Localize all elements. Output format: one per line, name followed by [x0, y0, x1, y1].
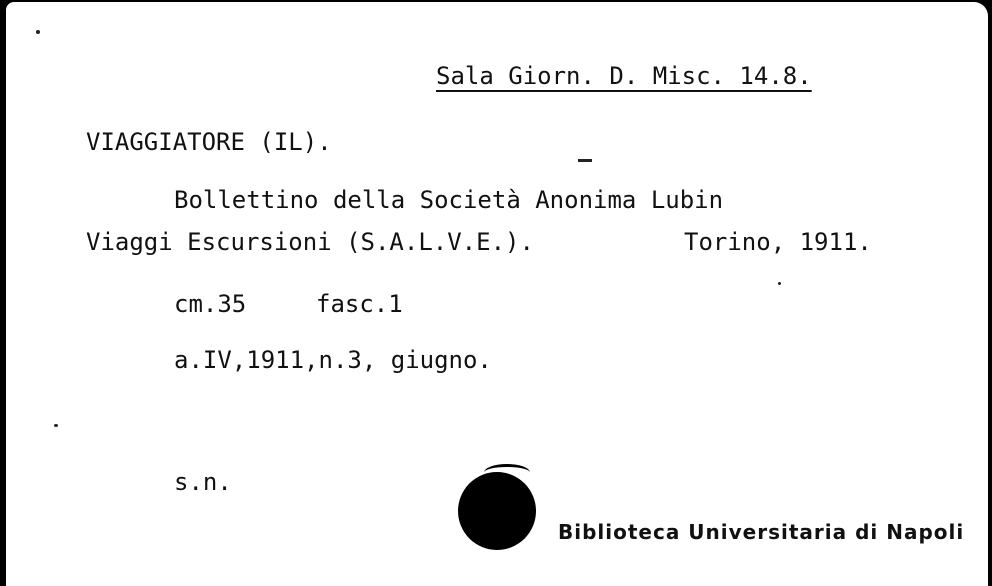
title-line-2: Viaggi Escursioni (S.A.L.V.E.).	[86, 228, 534, 256]
issue-info: a.IV,1911,n.3, giugno.	[174, 346, 492, 374]
corner-pen-mark	[6, 2, 34, 13]
library-seal-icon	[458, 472, 536, 550]
dimensions: cm.35	[174, 290, 247, 318]
entry-heading: VIAGGIATORE (IL).	[86, 128, 332, 156]
catalog-card	[6, 2, 988, 586]
mark-dash	[578, 159, 592, 162]
fascicle: fasc.1	[316, 290, 403, 318]
place-date: Torino, 1911.	[684, 228, 872, 256]
title-line-1: Bollettino della Società Anonima Lubin	[174, 186, 724, 214]
stray-dot	[778, 282, 781, 285]
library-stamp: Biblioteca Universitaria di Napoli	[558, 520, 965, 544]
stray-dot	[54, 424, 58, 427]
shelfmark: Sala Giorn. D. Misc. 14.8.	[436, 62, 812, 90]
stray-dot	[36, 30, 40, 34]
sine-nomine: s.n.	[174, 468, 232, 496]
